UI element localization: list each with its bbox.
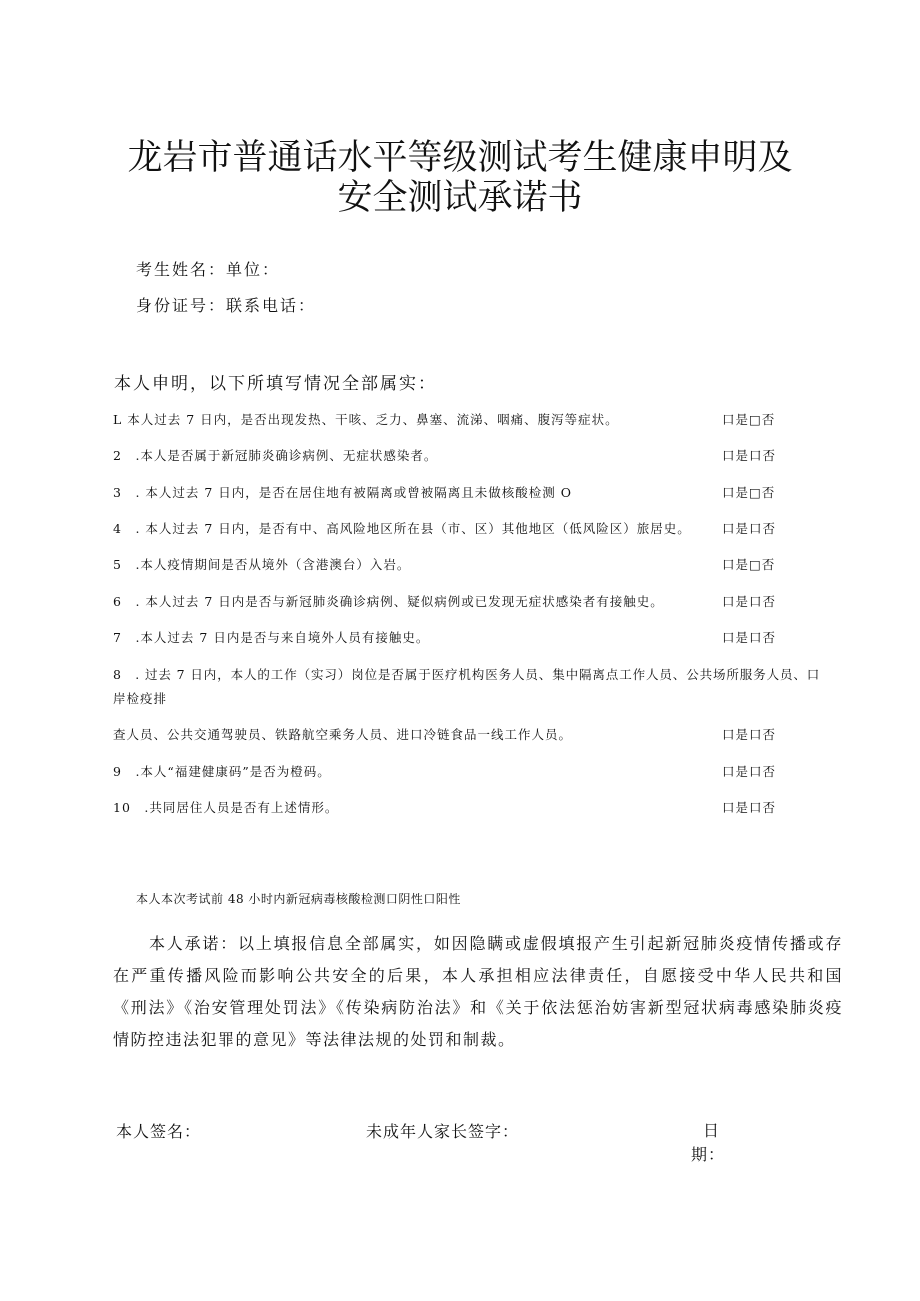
question-yes-no-options[interactable]: 口是□否 — [722, 412, 776, 427]
question-yes-no-options[interactable]: 口是口否 — [722, 800, 777, 815]
question-yes-no-options[interactable]: 口是口否 — [722, 448, 777, 463]
document-title-line1: 龙岩市普通话水平等级测试考生健康申明及 — [127, 138, 793, 178]
declaration-heading: 本人申明，以下所填写情况全部属实： — [114, 374, 437, 394]
date-label-bottom[interactable]: 期： — [691, 1145, 726, 1164]
question-yes-no-options[interactable]: 口是口否 — [722, 764, 777, 779]
question-item: 3 . 本人过去 7 日内，是否在居住地有被隔离或曾被隔离且未做核酸检测 O — [113, 485, 573, 500]
question-8-line3: 查人员、公共交通驾驶员、铁路航空乘务人员、进口冷链食品一线工作人员。 — [113, 727, 573, 742]
question-item: 7 .本人过去 7 日内是否与来自境外人员有接触史。 — [113, 630, 430, 645]
question-item: 10 .共同居住人员是否有上述情形。 — [113, 800, 339, 815]
question-yes-no-options[interactable]: 口是□否 — [722, 557, 776, 572]
date-label-top: 日 — [703, 1121, 721, 1140]
question-item: 6 . 本人过去 7 日内是否与新冠肺炎确诊病例、疑似病例或已发现无症状感染者有接触史。 — [113, 594, 664, 609]
question-item: 2 .本人是否属于新冠肺炎确诊病例、无症状感染者。 — [113, 448, 438, 463]
nucleic-test-result[interactable]: 本人本次考试前 48 小时内新冠病毒核酸检测口阴性口阳性 — [136, 892, 461, 906]
promise-paragraph: 本人承诺：以上填报信息全部属实，如因隐瞒或虚假填报产生引起新冠肺炎疫情传播或存在严重传播风险而影响公共安全的后果，本人承担相应法律责任，自愿接受中华人民共和国《刑法》《治安管理处罚法》《传染病防治法》和《关于依法惩治妨害新型冠状病毒感染肺炎疫情防控违法犯罪的意见》等法律法规的处罚和制裁。 — [113, 934, 843, 1049]
question-item: 4 . 本人过去 7 日内，是否有中、高风险地区所在县（市、区）其他地区（低风险区）旅居史。 — [113, 521, 691, 536]
question-item: 9 .本人“福建健康码”是否为橙码。 — [113, 764, 331, 779]
document-title-line2: 安全测试承诺书 — [337, 178, 583, 218]
question-item: L 本人过去 7 日内，是否出现发热、干咳、乏力、鼻塞、流涕、咽痛、腹泻等症状。 — [113, 412, 619, 427]
question-yes-no-options[interactable]: 口是□否 — [722, 485, 776, 500]
self-signature-label[interactable]: 本人签名： — [116, 1122, 202, 1141]
guardian-signature-label[interactable]: 未成年人家长签字： — [366, 1122, 520, 1141]
candidate-info-row2: 身份证号：联系电话： — [136, 296, 317, 315]
question-item: 5 .本人疫情期间是否从境外（含港澳台）入岩。 — [113, 557, 411, 572]
question-yes-no-options[interactable]: 口是口否 — [722, 521, 777, 536]
question-8-line2: 岸检疫排 — [113, 691, 168, 706]
question-yes-no-options[interactable]: 口是口否 — [722, 594, 777, 609]
question-yes-no-options[interactable]: 口是口否 — [722, 630, 777, 645]
candidate-info-row1: 考生姓名：单位： — [136, 260, 281, 279]
question-8-line1: 8 . 过去 7 日内，本人的工作（实习）岗位是否属于医疗机构医务人员、集中隔离点工作人员、公共场所服务人员、口 — [113, 667, 821, 682]
question-yes-no-options[interactable]: 口是口否 — [722, 727, 777, 742]
